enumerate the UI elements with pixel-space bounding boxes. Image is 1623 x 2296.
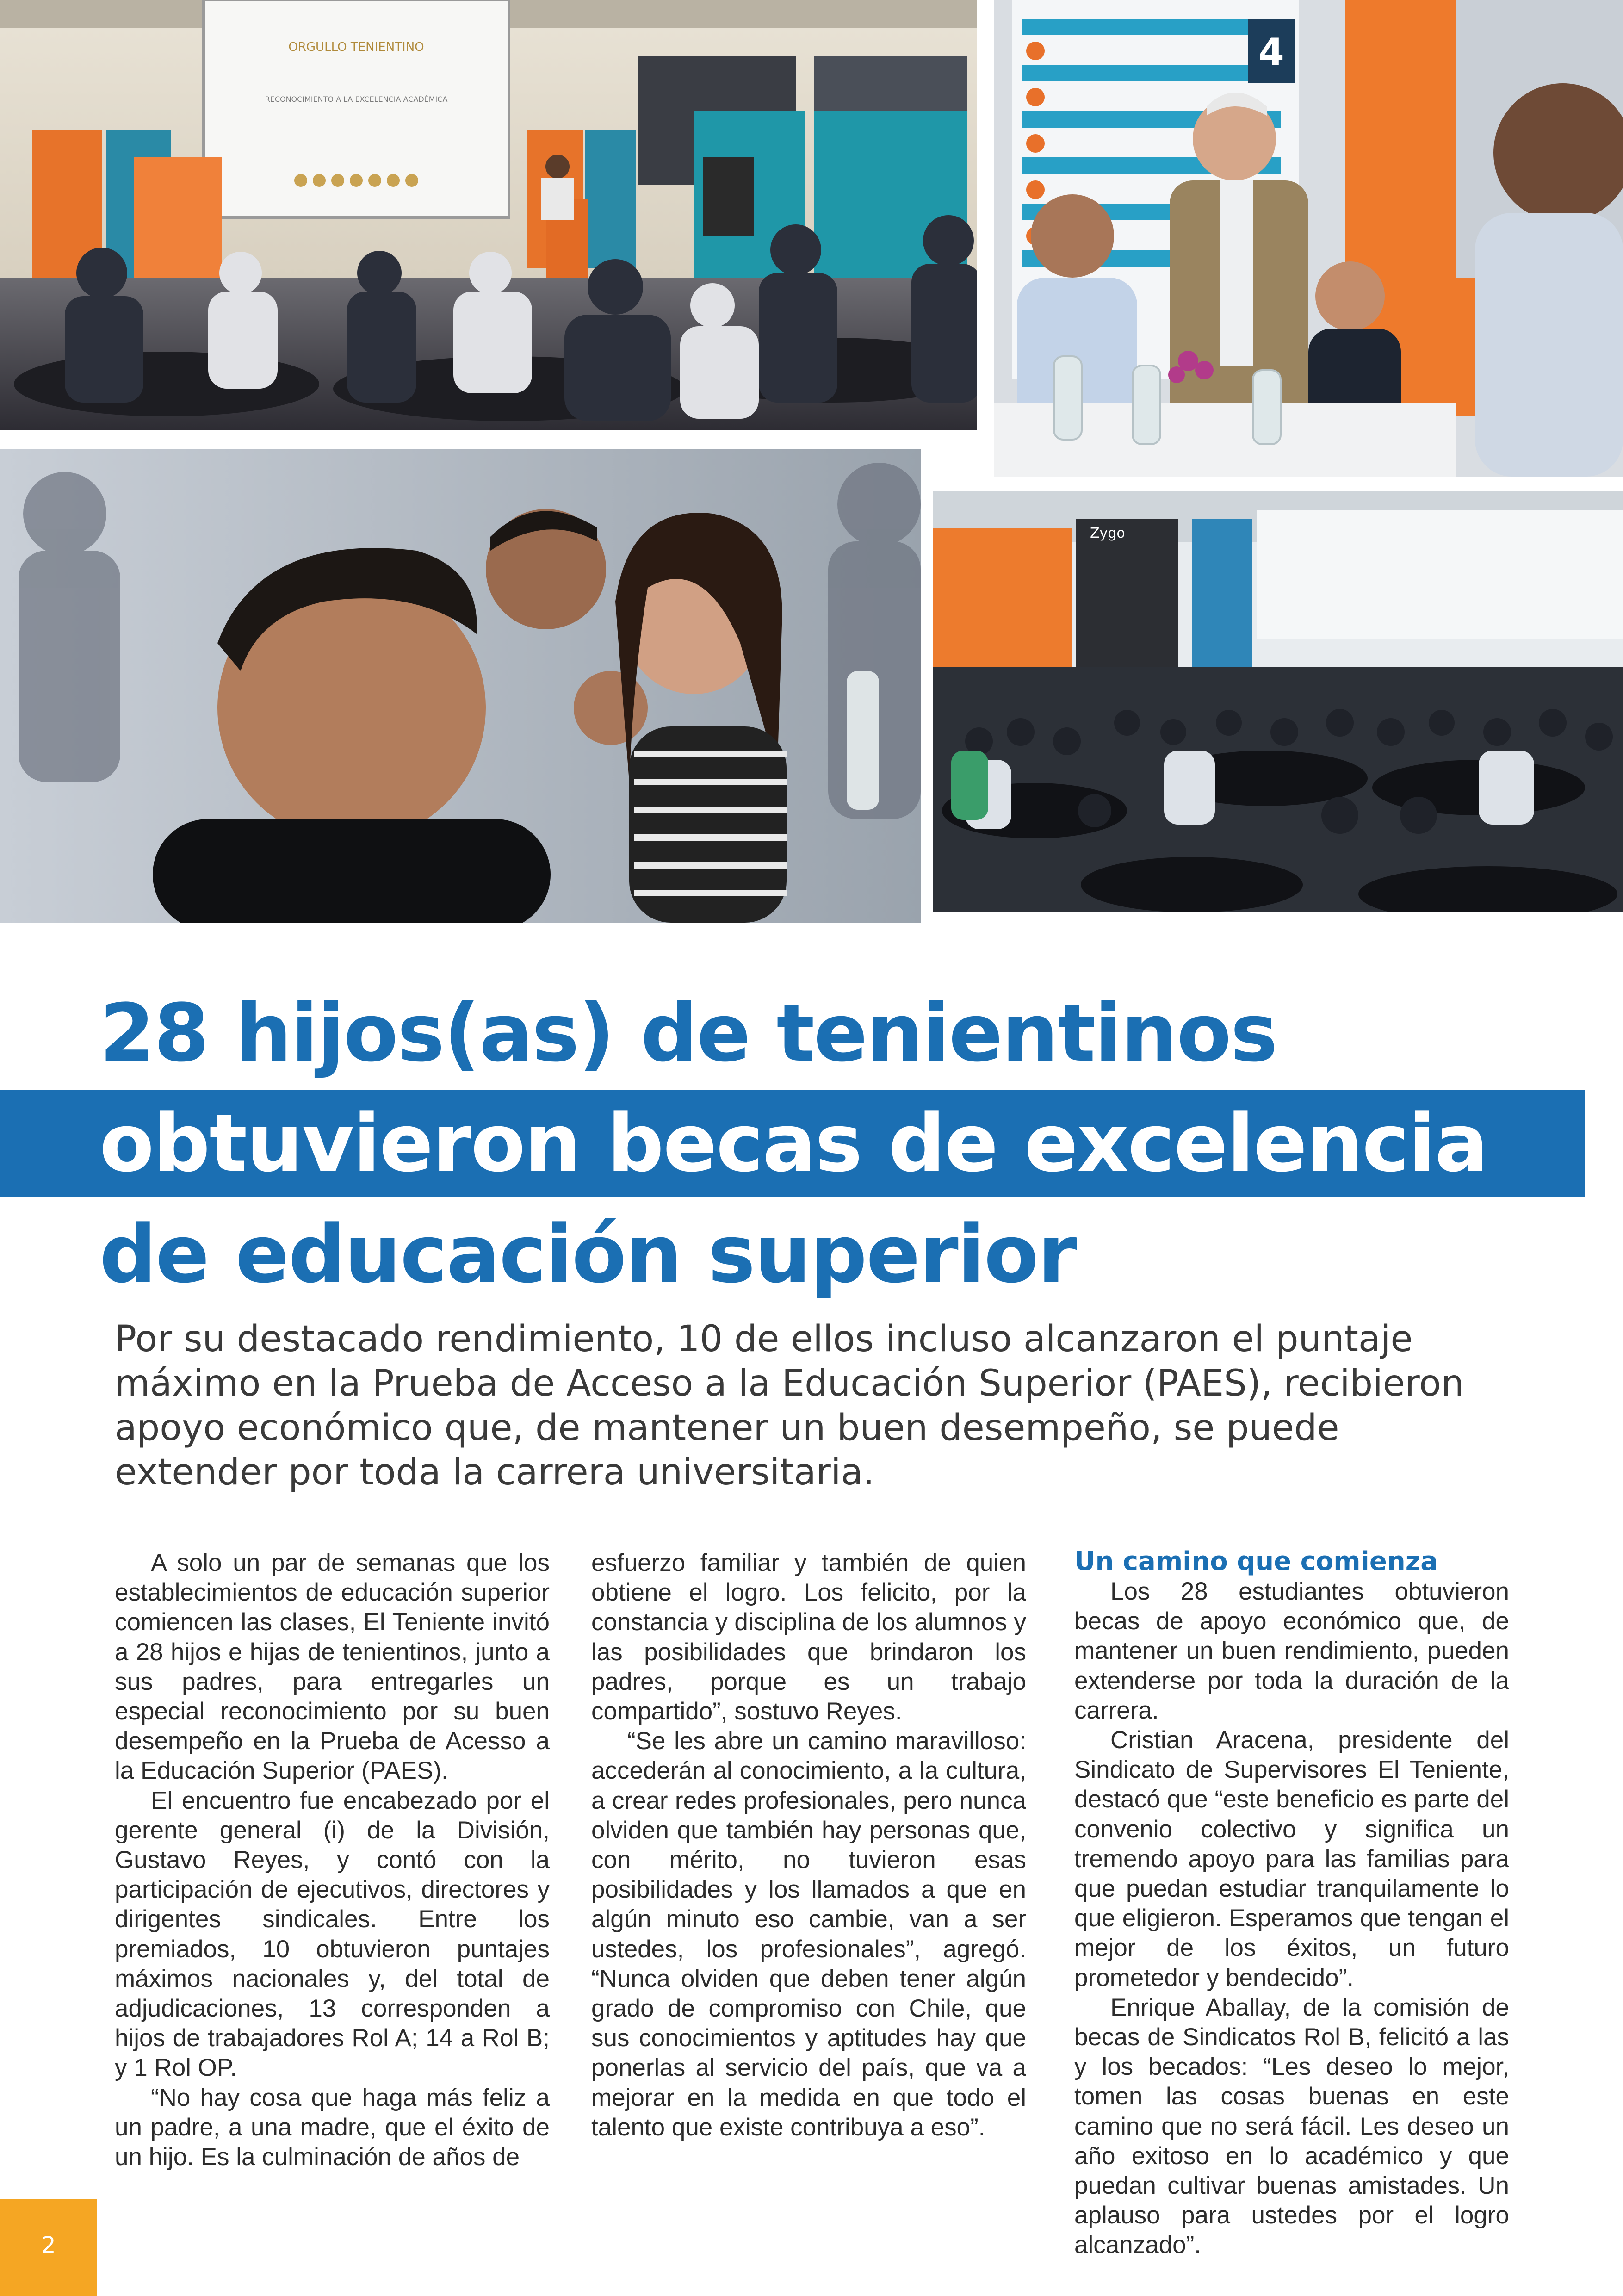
headline-line-1: 28 hijos(as) de tenientinos (99, 987, 1277, 1080)
paragraph: Cristian Aracena, presidente del Sindicato de Supervisores El Teniente, destacó que “este beneficio es parte del convenio colectivo y significa un tremendo apoyo para las familias para que puedan estudiar tranquilamente lo que eligieron. Esperamos que tengan el mejor de los éxitos, un futuro prometedor y bendecido”. (1074, 1726, 1509, 1992)
headline-line-3: de educación superior (99, 1208, 1076, 1301)
paragraph: A solo un par de semanas que los establecimientos de educación superior comiencen las clases, El Teniente invitó a 28 hijos e hijas de tenientinos, junto a sus padres, para entregarles un especial reconocimiento por su buen desempeño en la Prueba de Acesso a la Educación Superior (PAES). (115, 1549, 550, 1785)
lead-paragraph: Por su destacado rendimiento, 10 de ellos incluso alcanzaron el puntaje máximo en la Prueba de Acceso a la Educación Superior (PAES), recibieron apoyo económico que, de mantener un buen desempeño, se puede extender por toda la carrera universitaria. (115, 1318, 1464, 1493)
photo-conference-room (0, 0, 977, 430)
photo-speakers (994, 0, 1623, 477)
headline-line-2-highlight: obtuvieron becas de excelencia (0, 1090, 1585, 1197)
paragraph: “No hay cosa que haga más feliz a un padre, a una madre, que el éxito de un hijo. Es la culminación de años de (115, 2084, 550, 2171)
body-column-1 (115, 1548, 550, 2172)
hall-sign: Zygo (1090, 525, 1125, 541)
screen-title: ORGULLO TENIENTINO (288, 40, 424, 54)
page-number: 2 (42, 2232, 56, 2258)
body-column-3 (1074, 1546, 1509, 2260)
photo-event-hall (933, 491, 1623, 912)
photo-attendees-portrait (0, 439, 931, 923)
paragraph: El encuentro fue encabezado por el gerente general (i) de la División, Gustavo Reyes, y contó con la participación de ejecutivos, directores y dirigentes sindicales. Entre los premiados, 10 obtuvieron puntajes máximos nacionales y, del total de adjudicaciones, 13 corresponden a hijos de trabajadores Rol A; 14 a Rol B; y 1 Rol OP. (115, 1787, 550, 2082)
page-number-tab (0, 2199, 97, 2296)
section-subheading: Un camino que comienza (1074, 1546, 1438, 1576)
paragraph: “Se les abre un camino maravilloso: accederán al conocimiento, a la cultura, a crear redes profesionales, pero nunca olviden que también hay personas que, con mérito, no tuvieron esas posibilidades y los llamados a que en algún minuto eso cambie, van a ser ustedes, los profesionales”, agregó. “Nunca olviden que deben tener algún grado de compromiso con Chile, que sus conocimientos y aptitudes hay que ponerlas al servicio del país, que va a mejorar en la medida en que todo el talento que existe contribuya a eso”. (591, 1727, 1026, 2141)
paragraph: esfuerzo familiar y también de quien obtiene el logro. Los felicito, por la constancia y disciplina de los alumnos y las posibilidades que brindaron los padres, porque es un trabajo compartido”, sostuvo Reyes. (591, 1549, 1026, 1725)
screen-subtitle: RECONOCIMIENTO A LA EXCELENCIA ACADÉMICA (265, 95, 448, 104)
banner-number: 4 (1258, 31, 1284, 74)
body-column-2 (591, 1548, 1026, 2142)
paragraph: Enrique Aballay, de la comisión de becas de Sindicatos Rol B, felicitó a las y los becados: “Les deseo lo mejor, tomen las cosas buenas en este camino que no será fácil. Les deseo un año exitoso en lo académico y que puedan cultivar buenas amistades. Un aplauso para ustedes por el logro alcanzado”. (1074, 1993, 1509, 2259)
paragraph: Los 28 estudiantes obtuvieron becas de apoyo económico que, de mantener un buen rendimiento, pueden extenderse por toda la duración de la carrera. (1074, 1578, 1509, 1724)
